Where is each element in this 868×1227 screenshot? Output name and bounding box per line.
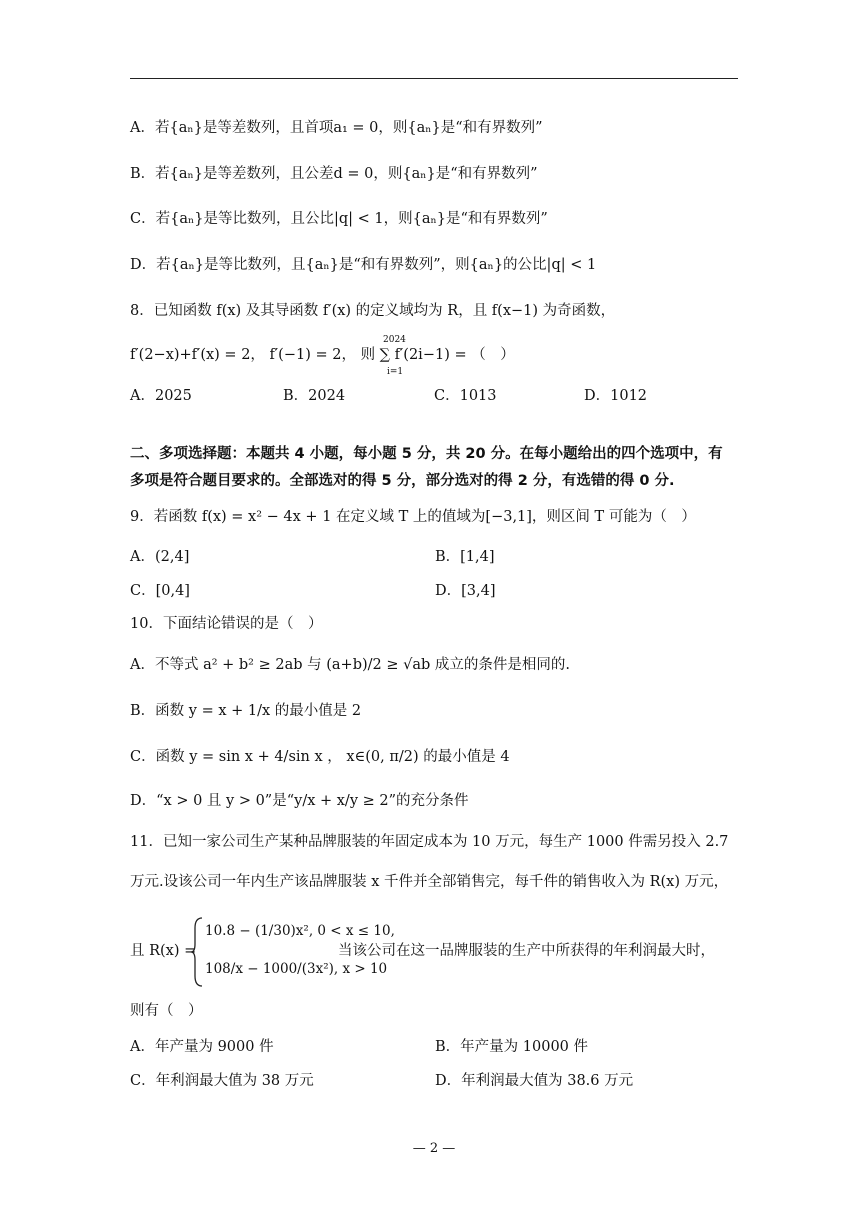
q11-brace bbox=[190, 916, 204, 988]
q10-stem: 10．下面结论错误的是（ ） bbox=[130, 616, 323, 632]
q7-option-d: D．若{aₙ}是等比数列，且{aₙ}是“和有界数列”，则{aₙ}的公比|q| < 1 bbox=[130, 257, 597, 273]
q10-option-a: A．不等式 a² + b² ≥ 2ab 与 (a+b)/2 ≥ √ab 成立的条件是相同的. bbox=[130, 657, 570, 673]
q7-option-b: B．若{aₙ}是等差数列，且公差d = 0，则{aₙ}是“和有界数列” bbox=[130, 166, 538, 182]
q9-stem: 9．若函数 f(x) = x² − 4x + 1 在定义域 T 上的值域为[−3,1]，则区间 T 可能为（ ） bbox=[130, 509, 696, 525]
q10-option-c: C．函数 y = sin x + 4/sin x ， x∈(0, π/2) 的最小值是 4 bbox=[130, 749, 510, 765]
q10-option-d: D．“x > 0 且 y > 0”是“y/x + x/y ≥ 2”的充分条件 bbox=[130, 793, 469, 809]
q8-option-c: C．1013 bbox=[434, 388, 497, 404]
section2-heading-line2: 多项是符合题目要求的。全部选对的得 5 分，部分选对的得 2 分，有选错的得 0 分. bbox=[130, 473, 675, 489]
q9-option-b: B．[1,4] bbox=[435, 549, 495, 565]
q11-stem-line2: 万元.设该公司一年内生产该品牌服装 x 千件并全部销售完，每千件的销售收入为 R(x) 万元， bbox=[130, 874, 729, 890]
q7-option-c: C．若{aₙ}是等比数列，且公比|q| < 1，则{aₙ}是“和有界数列” bbox=[130, 211, 548, 227]
q11-option-a: A．年产量为 9000 件 bbox=[130, 1039, 274, 1055]
q10-option-b: B．函数 y = x + 1/x 的最小值是 2 bbox=[130, 703, 362, 719]
q7-option-a: A．若{aₙ}是等差数列，且首项a₁ = 0，则{aₙ}是“和有界数列” bbox=[130, 120, 543, 136]
q8-sum-lower: i=1 bbox=[387, 367, 404, 377]
q11-stem-line1: 11．已知一家公司生产某种品牌服装的年固定成本为 10 万元，每生产 1000 件需另投入 2.7 bbox=[130, 834, 729, 850]
q11-piecewise-suffix: 当该公司在这一品牌服装的生产中所获得的年利润最大时， bbox=[338, 943, 715, 959]
q8-option-a: A．2025 bbox=[130, 388, 192, 404]
q11-then: 则有（ ） bbox=[130, 1003, 203, 1019]
q11-piecewise-prefix: 且 R(x) = bbox=[130, 943, 197, 959]
q9-option-d: D．[3,4] bbox=[435, 583, 496, 599]
section2-heading-line1: 二、多项选择题：本题共 4 小题，每小题 5 分，共 20 分。在每小题给出的四个选项中，有 bbox=[130, 446, 723, 462]
q8-sum-upper: 2024 bbox=[383, 335, 406, 345]
page-number: — 2 — bbox=[412, 1141, 456, 1156]
header-rule bbox=[130, 78, 738, 79]
q11-option-d: D．年利润最大值为 38.6 万元 bbox=[435, 1073, 634, 1089]
q8-option-d: D．1012 bbox=[584, 388, 648, 404]
q8-stem-line2: f′(2−x)+f′(x) = 2， f′(−1) = 2， 则 ∑ f′(2i−1) = （ ） bbox=[130, 347, 515, 363]
q9-option-a: A．(2,4] bbox=[130, 549, 190, 565]
q9-option-c: C．[0,4] bbox=[130, 583, 190, 599]
q8-stem-line1: 8．已知函数 f(x) 及其导函数 f′(x) 的定义域均为 R，且 f(x−1) 为奇函数， bbox=[130, 303, 616, 319]
q11-option-b: B．年产量为 10000 件 bbox=[435, 1039, 588, 1055]
q8-option-b: B．2024 bbox=[283, 388, 346, 404]
q11-piece-1: 10.8 − (1/30)x², 0 < x ≤ 10, bbox=[205, 923, 395, 939]
q11-piece-2: 108/x − 1000/(3x²), x > 10 bbox=[205, 961, 388, 977]
q11-option-c: C．年利润最大值为 38 万元 bbox=[130, 1073, 314, 1089]
